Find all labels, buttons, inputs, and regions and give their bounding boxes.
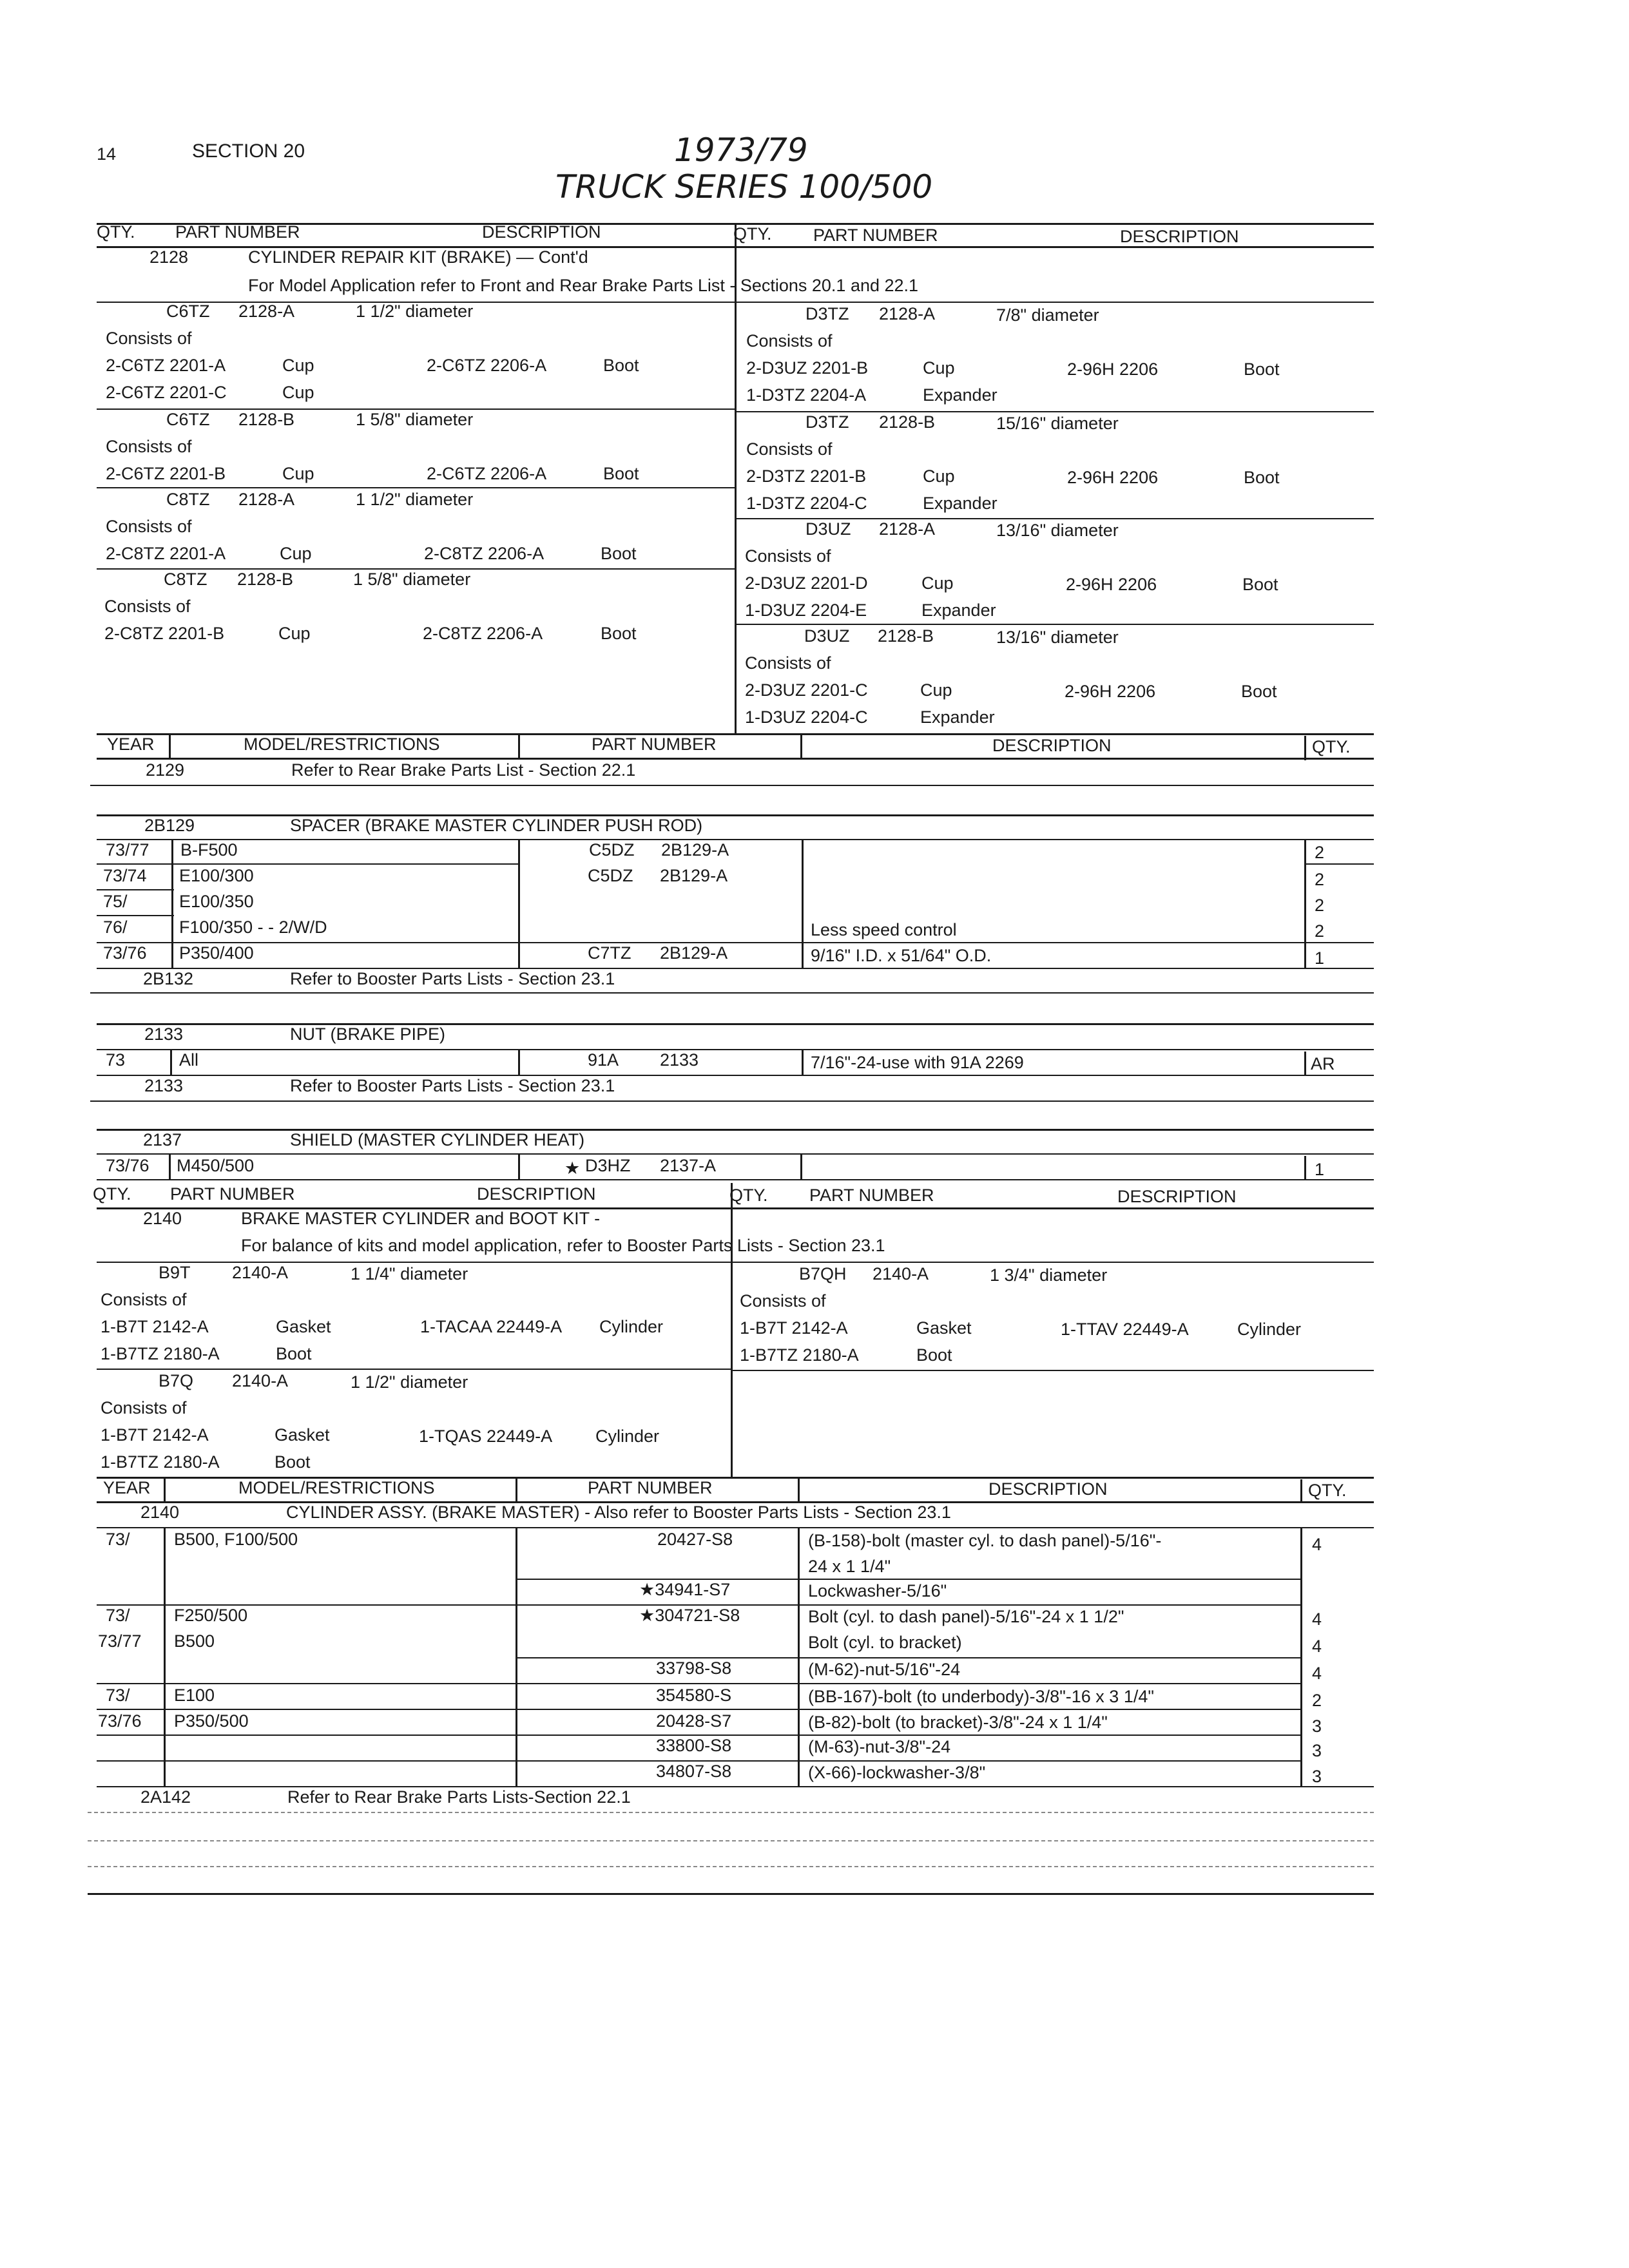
component-name: Cup xyxy=(923,466,955,486)
kit-item-number: 2128-A xyxy=(238,490,295,509)
description-cell: (M-63)-nut-3/8"-24 xyxy=(808,1737,951,1756)
model-cell: B-F500 xyxy=(180,840,238,860)
component-part: 1-D3UZ 2204-E xyxy=(745,601,867,620)
col-description-header-right: DESCRIPTION xyxy=(1117,1187,1237,1206)
qty-cell: 3 xyxy=(1312,1741,1322,1760)
component-name: Boot xyxy=(601,624,637,643)
kit-item-size: 1 1/2" diameter xyxy=(356,490,474,509)
model-cell: B500, F100/500 xyxy=(174,1530,298,1549)
component-part: 1-TTAV 22449-A xyxy=(1061,1320,1189,1339)
kit-item-prefix: B7Q xyxy=(159,1371,194,1390)
consists-of: Consists of xyxy=(106,437,192,456)
part-number-cell: 33800-S8 xyxy=(656,1736,732,1755)
component-part: 1-D3TZ 2204-C xyxy=(746,494,867,513)
component-part: 2-D3UZ 2201-B xyxy=(746,358,869,378)
kit-item-size: 1 1/2" diameter xyxy=(351,1372,468,1392)
kit-item-prefix: D3UZ xyxy=(805,519,851,539)
kit-item-number: 2128-A xyxy=(879,304,936,323)
year-cell: 75/ xyxy=(103,892,128,911)
component-name: Boot xyxy=(276,1344,312,1363)
qty-cell: 2 xyxy=(1315,921,1325,941)
component-name: Expander xyxy=(920,707,995,727)
consists-of: Consists of xyxy=(746,331,833,351)
component-part: 1-B7TZ 2180-A xyxy=(101,1344,220,1363)
series-title: TRUCK SERIES 100/500 xyxy=(555,168,933,206)
col-year-header: YEAR xyxy=(107,735,155,754)
description-cell: 7/16"-24-use with 91A 2269 xyxy=(811,1053,1024,1072)
consists-of: Consists of xyxy=(101,1290,187,1309)
component-part: 2-C8TZ 2206-A xyxy=(424,544,545,563)
component-part: 2-C6TZ 2206-A xyxy=(427,464,547,483)
component-part: 1-TACAA 22449-A xyxy=(420,1317,563,1336)
kit-item-size: 1 1/2" diameter xyxy=(356,302,474,321)
kit-item-number: 2128-A xyxy=(238,302,295,321)
col-part-number-header-right: PART NUMBER xyxy=(809,1186,934,1205)
description-cell: Bolt (cyl. to bracket) xyxy=(808,1633,962,1652)
description-cell: (B-158)-bolt (master cyl. to dash panel)-5/16"- xyxy=(808,1531,1162,1550)
model-cell: E100/300 xyxy=(179,866,254,885)
component-part: 2-C6TZ 2201-C xyxy=(106,383,227,402)
cylinder-code: 2140 xyxy=(140,1503,180,1522)
part-number-cell: 2B129-A xyxy=(660,943,728,963)
cylinder-title: CYLINDER ASSY. (BRAKE MASTER) - Also refer to Booster Parts Lists - Section 23.1 xyxy=(286,1503,951,1522)
kit-item-number: 2140-A xyxy=(232,1263,289,1282)
component-name: Boot xyxy=(275,1452,311,1472)
model-cell: E100/350 xyxy=(179,892,254,911)
description-cell: Lockwasher-5/16" xyxy=(808,1581,947,1600)
kit-item-size: 1 1/4" diameter xyxy=(351,1264,468,1283)
component-part: 2-D3TZ 2201-B xyxy=(746,466,867,486)
qty-cell: 2 xyxy=(1315,896,1325,915)
component-part: 2-C6TZ 2201-B xyxy=(106,464,226,483)
spacer-code: 2B129 xyxy=(144,816,195,835)
shield-title: SHIELD (MASTER CYLINDER HEAT) xyxy=(290,1130,585,1149)
year-cell: 73 xyxy=(106,1050,126,1070)
model-cell: P350/400 xyxy=(179,943,254,963)
col-model-header: MODEL/RESTRICTIONS xyxy=(244,735,440,754)
col-qty-header: QTY. xyxy=(1312,737,1351,756)
ref-2A142-code: 2A142 xyxy=(140,1787,191,1807)
kit-item-prefix: C8TZ xyxy=(164,570,207,589)
component-name: Gasket xyxy=(276,1317,331,1336)
year-cell: 73/77 xyxy=(98,1631,142,1651)
kit-item-prefix: D3TZ xyxy=(805,412,849,432)
year-cell: 76/ xyxy=(103,918,128,937)
years-title: 1973/79 xyxy=(674,131,808,169)
qty-cell: AR xyxy=(1311,1054,1335,1073)
model-cell: B500 xyxy=(174,1631,215,1651)
description-cell: (BB-167)-bolt (to underbody)-3/8"-16 x 3 1/4" xyxy=(808,1687,1154,1706)
kit-item-prefix: D3TZ xyxy=(805,304,849,323)
component-name: Gasket xyxy=(275,1425,330,1445)
ref-2133-text: Refer to Booster Parts Lists - Section 23.1 xyxy=(290,1076,615,1095)
component-part: 1-B7TZ 2180-A xyxy=(740,1345,859,1365)
kit-item-prefix: C6TZ xyxy=(166,302,210,321)
shield-code: 2137 xyxy=(143,1130,182,1149)
component-part: 1-B7T 2142-A xyxy=(101,1317,209,1336)
component-name: Cylinder xyxy=(599,1317,664,1336)
kit-item-size: 13/16" diameter xyxy=(996,521,1119,540)
qty-cell: 2 xyxy=(1315,870,1325,889)
component-part: 1-D3UZ 2204-C xyxy=(745,707,868,727)
col-description-header: DESCRIPTION xyxy=(482,222,601,242)
part-number-cell: 2137-A xyxy=(660,1156,717,1175)
part-number-cell: 33798-S8 xyxy=(656,1658,732,1678)
ref-2A142-text: Refer to Rear Brake Parts Lists-Section 22.1 xyxy=(287,1787,631,1807)
col-description-header: DESCRIPTION xyxy=(992,736,1112,755)
kit-item-prefix: B7QH xyxy=(799,1264,847,1283)
part-prefix-cell: C5DZ xyxy=(589,840,635,860)
year-cell: 73/77 xyxy=(106,840,149,860)
kit-item-size: 1 3/4" diameter xyxy=(990,1265,1108,1285)
qty-cell: 2 xyxy=(1312,1691,1322,1710)
consists-of: Consists of xyxy=(745,653,831,673)
kit-item-size: 15/16" diameter xyxy=(996,414,1119,433)
component-name: Expander xyxy=(923,385,998,405)
consists-of: Consists of xyxy=(745,546,831,566)
part-prefix-cell: C7TZ xyxy=(588,943,631,963)
component-name: Cup xyxy=(282,464,314,483)
part-number-cell: ★304721-S8 xyxy=(639,1606,740,1625)
consists-of: Consists of xyxy=(101,1398,187,1418)
part-number-cell: 20428-S7 xyxy=(656,1711,732,1731)
description-cell: Bolt (cyl. to dash panel)-5/16"-24 x 1 1/2" xyxy=(808,1607,1124,1626)
kit-item-size: 1 5/8" diameter xyxy=(353,570,471,589)
kit-item-number: 2128-B xyxy=(237,570,294,589)
component-name: Cup xyxy=(923,358,955,378)
kit-2140-code: 2140 xyxy=(143,1209,182,1228)
part-number-cell: 2B129-A xyxy=(661,840,729,860)
kit-item-size: 13/16" diameter xyxy=(996,628,1119,647)
qty-cell: 1 xyxy=(1315,1160,1325,1179)
col-qty-header: QTY. xyxy=(1308,1481,1347,1500)
col-qty-header-right: QTY. xyxy=(729,1186,768,1205)
kit-item-size: 1 5/8" diameter xyxy=(356,410,474,429)
consists-of: Consists of xyxy=(106,517,192,536)
component-part: 2-96H 2206 xyxy=(1067,360,1159,379)
component-name: Boot xyxy=(1244,468,1280,487)
col-description-header-right: DESCRIPTION xyxy=(1120,227,1239,246)
kit-2128-note: For Model Application refer to Front and Rear Brake Parts List - Sections 20.1 and 22.1 xyxy=(248,276,919,295)
description-cell: (B-82)-bolt (to bracket)-3/8"-24 x 1 1/4" xyxy=(808,1713,1108,1732)
qty-cell: 3 xyxy=(1312,1767,1322,1786)
component-name: Boot xyxy=(603,356,639,375)
kit-item-number: 2128-A xyxy=(879,519,936,539)
year-cell: 73/ xyxy=(106,1606,130,1625)
model-cell: E100 xyxy=(174,1686,215,1705)
consists-of: Consists of xyxy=(104,597,191,616)
component-part: 2-C6TZ 2201-A xyxy=(106,356,226,375)
part-number-cell: 2B129-A xyxy=(660,866,728,885)
kit-item-number: 2140-A xyxy=(232,1371,289,1390)
model-cell: M450/500 xyxy=(177,1156,255,1175)
part-number-cell: 2133 xyxy=(660,1050,699,1070)
component-name: Boot xyxy=(916,1345,952,1365)
component-name: Boot xyxy=(601,544,637,563)
year-cell: 73/74 xyxy=(103,866,147,885)
ref-2B132-code: 2B132 xyxy=(143,969,194,988)
qty-cell: 2 xyxy=(1315,843,1325,862)
year-cell: 73/76 xyxy=(98,1711,142,1731)
year-cell: 73/76 xyxy=(106,1156,149,1175)
qty-cell: 1 xyxy=(1315,948,1325,968)
kit-2140-note: For balance of kits and model application, refer to Booster Parts Lists - Section 23.1 xyxy=(241,1236,885,1255)
col-description-header: DESCRIPTION xyxy=(988,1479,1108,1499)
component-part: 1-B7TZ 2180-A xyxy=(101,1452,220,1472)
ref-2129-code: 2129 xyxy=(146,760,185,780)
description-cell: (M-62)-nut-5/16"-24 xyxy=(808,1660,961,1679)
qty-cell: 4 xyxy=(1312,1664,1322,1683)
component-name: Boot xyxy=(1241,682,1277,701)
year-cell: 73/ xyxy=(106,1530,130,1549)
component-name: Cylinder xyxy=(1237,1320,1302,1339)
component-part: 2-96H 2206 xyxy=(1067,468,1159,487)
description-cell: (X-66)-lockwasher-3/8" xyxy=(808,1763,986,1782)
part-prefix-cell: C5DZ xyxy=(588,866,633,885)
model-cell: F250/500 xyxy=(174,1606,248,1625)
component-part: 2-96H 2206 xyxy=(1065,682,1156,701)
component-name: Cup xyxy=(282,383,314,402)
component-name: Cup xyxy=(921,573,954,593)
year-cell: 73/76 xyxy=(103,943,147,963)
kit-item-prefix: B9T xyxy=(159,1263,191,1282)
section-label: SECTION 20 xyxy=(192,140,305,162)
component-part: 1-B7T 2142-A xyxy=(740,1318,848,1338)
consists-of: Consists of xyxy=(746,439,833,459)
component-name: Cylinder xyxy=(595,1427,660,1446)
consists-of: Consists of xyxy=(740,1291,826,1311)
kit-2128-title: CYLINDER REPAIR KIT (BRAKE) — Cont'd xyxy=(248,247,588,267)
col-part-number-header: PART NUMBER xyxy=(592,735,717,754)
ref-2129-text: Refer to Rear Brake Parts List - Section 22.1 xyxy=(291,760,636,780)
kit-item-size: 7/8" diameter xyxy=(996,305,1099,325)
kit-item-number: 2128-B xyxy=(879,412,936,432)
col-model-header: MODEL/RESTRICTIONS xyxy=(238,1478,435,1497)
col-part-number-header: PART NUMBER xyxy=(175,222,300,242)
model-cell: F100/350 - - 2/W/D xyxy=(179,918,327,937)
qty-cell: 4 xyxy=(1312,1535,1322,1554)
kit-item-number: 2140-A xyxy=(872,1264,929,1283)
component-name: Expander xyxy=(921,601,996,620)
part-number-cell: 20427-S8 xyxy=(657,1530,733,1549)
col-part-number-header: PART NUMBER xyxy=(170,1184,295,1204)
qty-cell: 4 xyxy=(1312,1610,1322,1629)
component-part: 1-TQAS 22449-A xyxy=(419,1427,553,1446)
col-qty-header: QTY. xyxy=(97,222,135,242)
component-name: Gasket xyxy=(916,1318,972,1338)
part-prefix-cell: D3HZ xyxy=(585,1156,631,1175)
component-part: 2-C8TZ 2201-B xyxy=(104,624,225,643)
kit-item-number: 2128-B xyxy=(238,410,295,429)
component-name: Expander xyxy=(923,494,998,513)
col-description-header: DESCRIPTION xyxy=(477,1184,596,1204)
component-part: 2-D3UZ 2201-C xyxy=(745,680,868,700)
col-qty-header: QTY. xyxy=(93,1184,131,1204)
component-part: 1-D3TZ 2204-A xyxy=(746,385,867,405)
description-cell: 9/16" I.D. x 51/64" O.D. xyxy=(811,946,992,965)
component-name: Cup xyxy=(280,544,312,563)
component-name: Cup xyxy=(278,624,311,643)
component-name: Boot xyxy=(603,464,639,483)
component-part: 2-96H 2206 xyxy=(1066,575,1157,594)
kit-item-prefix: C6TZ xyxy=(166,410,210,429)
part-number-cell: 354580-S xyxy=(656,1686,732,1705)
spacer-title: SPACER (BRAKE MASTER CYLINDER PUSH ROD) xyxy=(290,816,703,835)
col-part-number-header: PART NUMBER xyxy=(588,1478,713,1497)
qty-cell: 3 xyxy=(1312,1716,1322,1736)
star-icon: ★ xyxy=(564,1158,581,1178)
component-name: Boot xyxy=(1242,575,1278,594)
nut-code: 2133 xyxy=(144,1024,184,1044)
component-part: 2-C6TZ 2206-A xyxy=(427,356,547,375)
part-number-cell: ★34941-S7 xyxy=(639,1580,731,1599)
model-cell: P350/500 xyxy=(174,1711,249,1731)
kit-2128-code: 2128 xyxy=(149,247,189,267)
component-name: Cup xyxy=(920,680,952,700)
kit-item-prefix: C8TZ xyxy=(166,490,210,509)
consists-of: Consists of xyxy=(106,329,192,348)
component-name: Boot xyxy=(1244,360,1280,379)
description-cell: 24 x 1 1/4" xyxy=(808,1557,891,1576)
ref-2133-code: 2133 xyxy=(144,1076,184,1095)
component-part: 2-C8TZ 2206-A xyxy=(423,624,543,643)
part-number-cell: 34807-S8 xyxy=(656,1762,732,1781)
kit-item-number: 2128-B xyxy=(878,626,934,646)
page-number: 14 xyxy=(97,144,117,164)
nut-title: NUT (BRAKE PIPE) xyxy=(290,1024,446,1044)
description-cell: Less speed control xyxy=(811,920,957,939)
kit-2140-title: BRAKE MASTER CYLINDER and BOOT KIT - xyxy=(241,1209,601,1228)
col-part-number-header-right: PART NUMBER xyxy=(813,226,938,245)
part-prefix-cell: 91A xyxy=(588,1050,619,1070)
qty-cell: 4 xyxy=(1312,1637,1322,1656)
component-part: 2-D3UZ 2201-D xyxy=(745,573,868,593)
col-qty-header-right: QTY. xyxy=(733,224,772,244)
component-part: 2-C8TZ 2201-A xyxy=(106,544,226,563)
col-year-header: YEAR xyxy=(103,1478,151,1497)
ref-2B132-text: Refer to Booster Parts Lists - Section 23.1 xyxy=(290,969,615,988)
component-name: Cup xyxy=(282,356,314,375)
kit-item-prefix: D3UZ xyxy=(804,626,850,646)
year-cell: 73/ xyxy=(106,1686,130,1705)
model-cell: All xyxy=(179,1050,199,1070)
component-part: 1-B7T 2142-A xyxy=(101,1425,209,1445)
